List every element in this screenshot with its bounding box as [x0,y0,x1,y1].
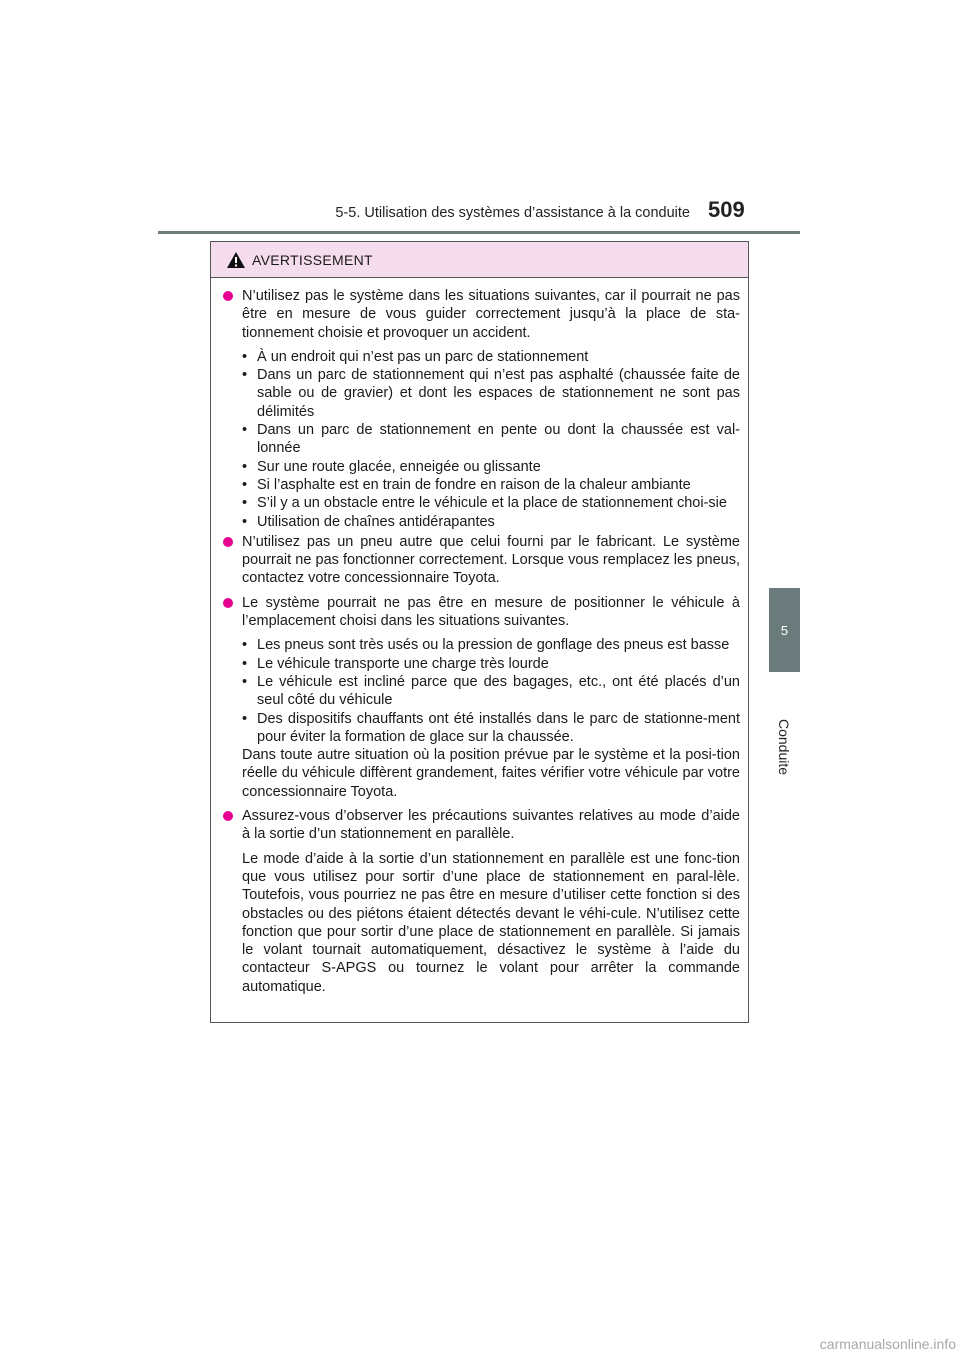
chapter-tab-label [769,672,800,822]
list-item [223,636,740,654]
list-item [223,673,740,710]
bullet-icon: • [242,513,248,530]
sub-list [223,348,740,531]
chapter-tab-number: 5 [769,588,800,672]
warning-triangle-icon [226,251,246,269]
list-item [223,366,740,421]
list-item [223,710,740,747]
paragraph-text: N’utilisez pas le système dans les situations suivantes, car il pourrait ne pas être en mesure de vous guider correctement jusqu’à la place de sta-tionnement choisie et provoquer un accident. [242,288,740,341]
list-item-text: Sur une route glacée, enneigée ou glissante [257,458,541,475]
list-item-text: Dans un parc de stationnement en pente ou dont la chaussée est val-lonnée [257,422,740,457]
warning-box [210,241,749,1023]
list-item [223,458,740,476]
bullet-icon: • [242,367,248,384]
paragraph-text: Le système pourrait ne pas être en mesure de positionner le véhicule à l’emplacement choisi dans les situations suivantes. [242,594,740,630]
list-item [223,421,740,458]
bullet-dot-icon [223,811,233,821]
header-section-title: 5-5. Utilisation des systèmes d’assistance à la conduite [335,205,690,221]
list-item-text: À un endroit qui n’est pas un parc de stationnement [257,348,589,365]
warning-paragraph [223,594,740,631]
warning-paragraph [223,807,740,844]
bullet-icon: • [242,673,248,690]
list-item-text: Si l’asphalte est en train de fondre en raison de la chaleur ambiante [257,476,691,493]
warning-paragraph [223,533,740,588]
bullet-icon: • [242,348,248,365]
watermark: carmanualsonline.info [819,1336,956,1352]
bullet-dot-icon [223,537,233,547]
sub-list [223,636,740,746]
header-rule [158,231,800,234]
warning-content [211,278,748,996]
list-item [223,513,740,531]
bullet-icon: • [242,495,248,512]
bullet-icon: • [242,422,248,439]
bullet-dot-icon [223,598,233,608]
list-item-text: Dans un parc de stationnement qui n’est pas asphalté (chaussée faite de sable ou de gravier) et dont les espaces de stationnement ne sont pas délimités [257,367,740,420]
list-item-text: S’il y a un obstacle entre le véhicule et la place de stationnement choi-sie [257,495,727,512]
bullet-icon: • [242,710,248,727]
paragraph-text: Assurez-vous d’observer les précautions suivantes relatives au mode d’aide à la sortie d’un stationnement en parallèle. [242,808,740,843]
page-number: 509 [708,197,745,222]
bullet-dot-icon [223,291,233,301]
list-item [223,655,740,673]
warning-title: AVERTISSEMENT [252,251,373,268]
bullet-icon: • [242,655,248,672]
list-item-text: Le véhicule est incliné parce que des bagages, etc., ont été placés d’un seul côté du véhicule [257,673,740,709]
paragraph-body: Le mode d’aide à la sortie d’un stationnement en parallèle est une fonc-tion que vous utilisez pour sortir d’une place de stationnement en paral-lèle. Toutefois, vous pourriez ne pas être en mesure d’utiliser cette fonction si des obstacles ou des piétons étaient détectés devant le véhi-cule. N’utilisez cette fonction que pour sortir d’une place de stationnement en parallèle. Si jamais le volant tournait automatiquement, désactivez le système à l’aide du contacteur S-APGS ou tournez le volant pour arrêter la commande automatique. [242,850,740,995]
chapter-tab-label-text: Conduite [776,718,793,776]
warning-header [211,242,748,278]
bullet-icon: • [242,458,248,475]
bullet-icon: • [242,476,248,493]
list-item-text: Le véhicule transporte une charge très lourde [257,655,549,672]
warning-paragraph [223,287,740,342]
bullet-icon: • [242,637,248,654]
paragraph-continuation: Dans toute autre situation où la position prévue par le système et la posi-tion réelle du véhicule diffèrent grandement, faites vérifier votre véhicule par votre concessionnaire Toyota. [242,747,740,800]
list-item-text: Des dispositifs chauffants ont été installés dans le parc de stationne-ment pour éviter la formation de glace sur la chaussée. [257,710,740,745]
list-item [223,348,740,366]
list-item-text: Les pneus sont très usés ou la pression de gonflage des pneus est basse [257,637,730,654]
paragraph-text: N’utilisez pas un pneu autre que celui fourni par le fabricant. Le système pourrait ne pas fonctionner correctement. Lorsque vous remplacez les pneus, contactez votre concessionnaire Toyota. [242,533,740,587]
list-item [223,494,740,512]
list-item [223,476,740,494]
list-item-text: Utilisation de chaînes antidérapantes [257,513,495,530]
